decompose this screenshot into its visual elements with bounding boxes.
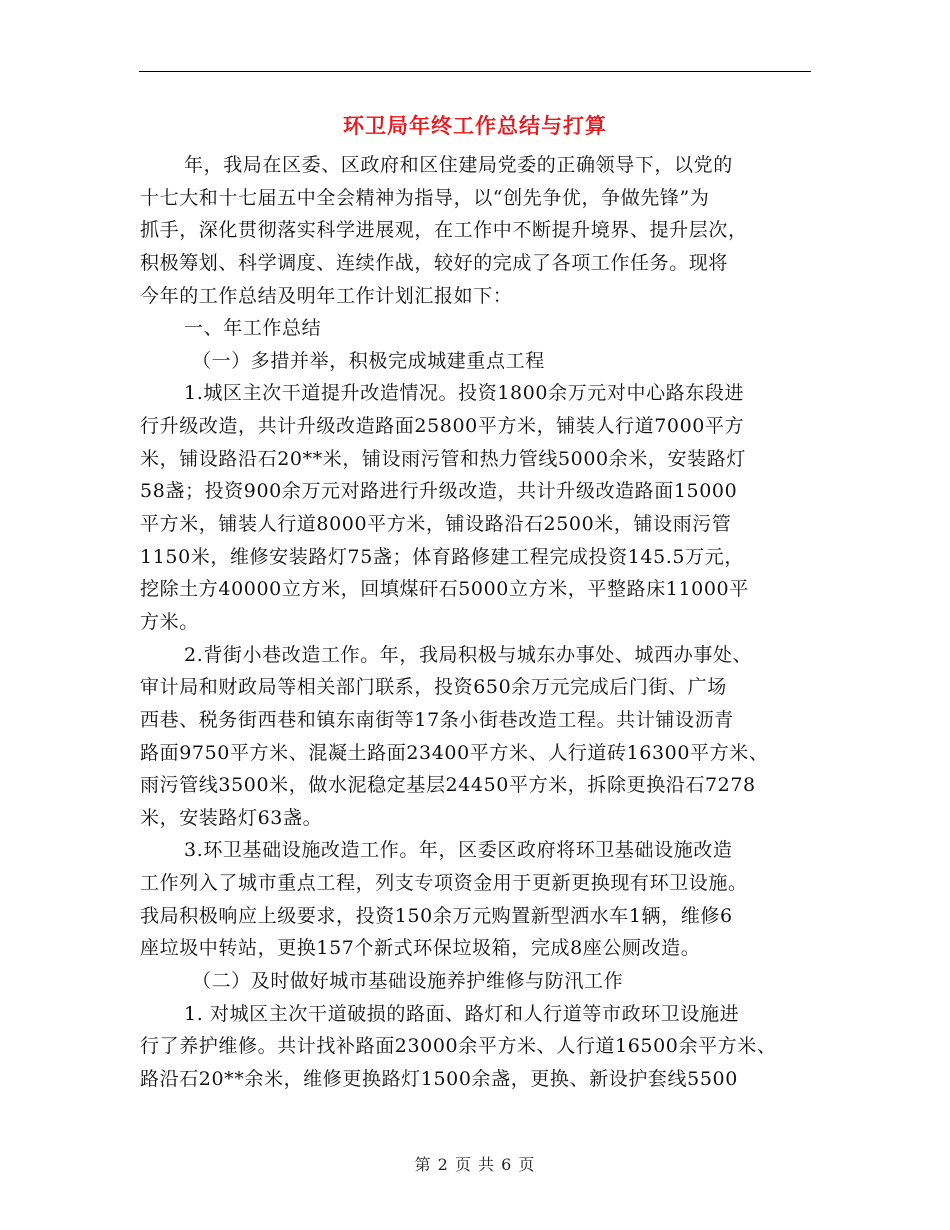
text-line: 方米。 — [140, 610, 199, 633]
page-number: 第 2 页 共 6 页 — [414, 1155, 536, 1174]
text-line: 十七大和十七届五中全会精神为指导，以“创先争优，争做先锋”为 — [140, 186, 710, 209]
text-line: 米，铺设路沿石20**米，铺设雨污管和热力管线5000余米，安装路灯 — [140, 447, 746, 470]
text-line: 1.城区主次干道提升改造情况。投资1800余万元对中心路东段进 — [184, 382, 745, 405]
text-line: 挖除土方40000立方米，回填煤矸石5000立方米，平整路床11000平 — [140, 578, 749, 601]
text-line: 行了养护维修。共计找补路面23000余平方米、人行道16500余平方米、 — [140, 1035, 777, 1058]
text-line: 行升级改造，共计升级改造路面25800平方米，铺装人行道7000平方 — [140, 415, 745, 438]
text-line: 平方米，铺装人行道8000平方米，铺设路沿石2500米，铺设雨污管 — [140, 513, 732, 536]
text-line: 积极筹划、科学调度、连续作战，较好的完成了各项工作任务。现将 — [140, 251, 729, 274]
text-line: 米，安装路灯63盏。 — [140, 806, 323, 829]
text-line: 1150米，维修安装路灯75盏；体育路修建工程完成投资145.5万元， — [140, 545, 744, 568]
document-body — [140, 149, 812, 1096]
text-line: 年，我局在区委、区政府和区住建局党委的正确领导下，以党的 — [184, 154, 733, 176]
document-title: 环卫局年终工作总结与打算 — [343, 113, 607, 138]
text-line: 工作列入了城市重点工程，列支专项资金用于更新更换现有环卫设施。 — [140, 872, 748, 895]
text-line: 58盏；投资900余万元对路进行升级改造，共计升级改造路面15000 — [140, 480, 738, 503]
text-line: 我局积极响应上级要求，投资150余万元购置新型洒水车1辆，维修6 — [140, 904, 733, 927]
text-line: 审计局和财政局等相关部门联系，投资650余万元完成后门街、广场 — [140, 676, 727, 699]
text-line: 抓手，深化贯彻落实科学进展观，在工作中不断提升境界、提升层次， — [140, 219, 748, 242]
text-line: 1. 对城区主次干道破损的路面、路灯和人行道等市政环卫设施进 — [184, 1002, 740, 1025]
subsection-heading: （一）多措并举，积极完成城建重点工程 — [192, 349, 545, 372]
section-heading: 一、年工作总结 — [184, 317, 322, 340]
subsection-heading: （二）及时做好城市基础设施养护维修与防汛工作 — [192, 970, 624, 993]
text-line: 西巷、税务街西巷和镇东南街等17条小街巷改造工程。共计铺设沥青 — [140, 708, 734, 731]
text-line: 2.背街小巷改造工作。年，我局积极与城东办事处、城西办事处、 — [184, 643, 753, 666]
text-line: 路沿石20**余米，维修更换路灯1500余盏，更换、新设护套线5500 — [140, 1067, 738, 1090]
text-line: 今年的工作总结及明年工作计划汇报如下： — [140, 284, 513, 307]
text-line: 路面9750平方米、混凝土路面23400平方米、人行道砖16300平方米、 — [140, 741, 769, 764]
header-rule — [139, 71, 811, 72]
text-line: 雨污管线3500米，做水泥稳定基层24450平方米，拆除更换沿石7278 — [140, 774, 756, 797]
text-line: 座垃圾中转站，更换157个新式环保垃圾箱，完成8座公厕改造。 — [140, 937, 701, 960]
text-line: 3.环卫基础设施改造工作。年，区委区政府将环卫基础设施改造 — [184, 839, 733, 862]
